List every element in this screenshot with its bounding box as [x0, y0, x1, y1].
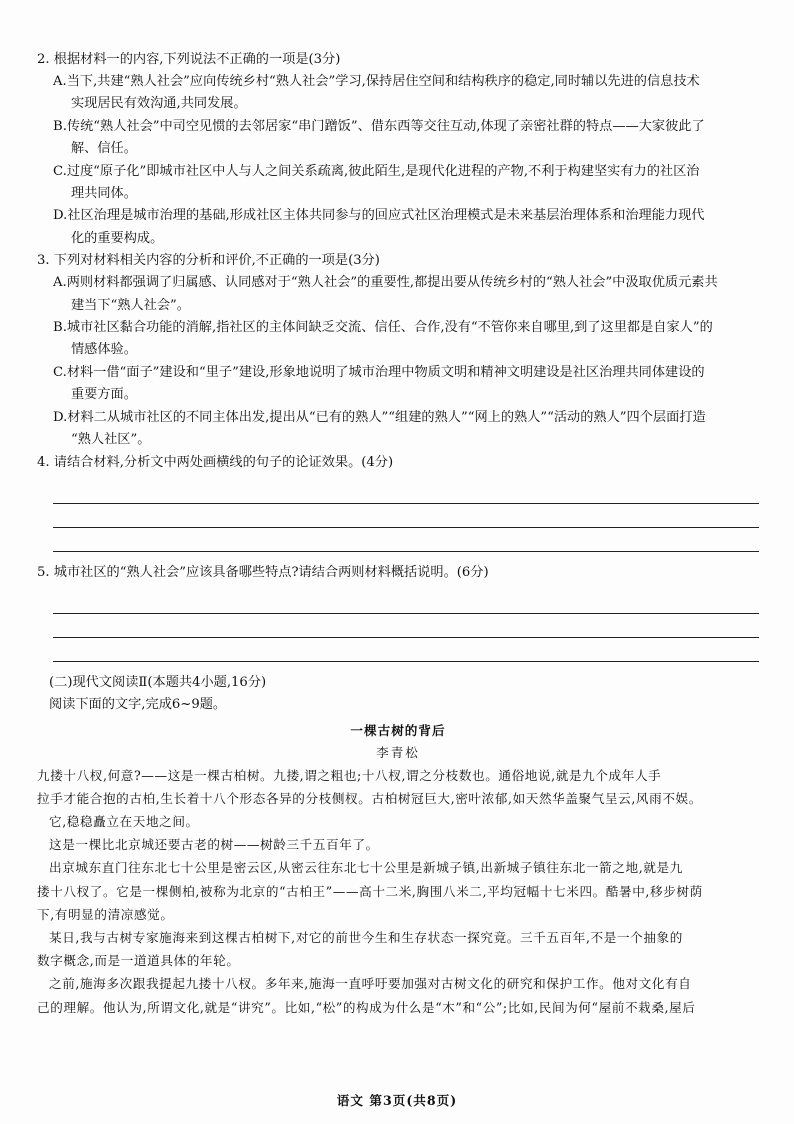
question-5-answer-area[interactable] [37, 590, 759, 662]
option-label: B. [53, 118, 67, 134]
essay-line: 它,稳稳矗立在天地之间。 [49, 813, 199, 829]
question-2 [37, 49, 759, 250]
option-text-line2: “熟人社区”。 [71, 432, 151, 448]
option-text-line2: 建当下“熟人社会”。 [71, 297, 190, 313]
question-2-option-d [37, 205, 759, 250]
question-5 [37, 562, 759, 662]
essay-author: 李青松 [376, 744, 420, 760]
section-reading-2 [37, 672, 759, 1019]
question-2-stem: 2. 根据材料一的内容,下列说法不正确的一项是(3分) [37, 52, 341, 67]
answer-line[interactable] [53, 614, 759, 638]
option-text-line1: 传统“熟人社会”中司空见惯的去邻居家“串门蹭饭”、借东西等交往互动,体现了亲密社群的特点——大家彼此了 [66, 118, 705, 134]
essay-line: 拉手才能合抱的古柏,生长着十八个形态各异的分枝侧杈。古柏树冠巨大,密叶浓郁,如天然华盖聚气呈云,风雨不娱。 [37, 790, 702, 806]
answer-line[interactable] [53, 504, 759, 528]
option-label: B. [53, 320, 67, 336]
essay-line: 己的理解。他认为,所谓文化,就是“讲究”。比如,“松”的构成为什么是“木”和“公”;比如,民间为何“屋前不栽桑,屋后 [37, 999, 696, 1015]
essay-line: 出京城东直门往东北七十公里是密云区,从密云往东北七十公里是新城子镇,出新城子镇往东北一箭之地,就是九 [49, 860, 683, 876]
essay-line: 九搂十八杈,何意?——这是一棵古柏树。九搂,谓之粗也;十八杈,谓之分枝数也。通俗地说,就是九个成年人手 [37, 767, 662, 783]
question-3-option-d [37, 407, 759, 452]
question-2-option-b [37, 116, 759, 161]
option-text-line2: 化的重要构成。 [71, 230, 164, 246]
option-text-line2: 情感体验。 [71, 342, 137, 358]
question-4-stem: 4. 请结合材料,分析文中两处画横线的句子的论证效果。(4分) [37, 454, 394, 470]
question-5-stem: 5. 城市社区的“熟人社会”应该具备哪些特点?请结合两则材料概括说明。(6分) [37, 564, 489, 580]
question-3-option-c [37, 362, 759, 407]
page-content [37, 49, 759, 1019]
section-heading: (二)现代文阅读Ⅱ(本题共4小题,16分) [49, 674, 267, 690]
option-text-line1: 两则材料都强调了归属感、认同感对于“熟人社会”的重要性,都提出要从传统乡村的“熟人社会”中汲取优质元素共 [66, 275, 718, 291]
question-3 [37, 250, 759, 451]
section-instruction: 阅读下面的文字,完成6~9题。 [49, 696, 227, 712]
essay-title: 一棵古树的背后 [350, 722, 446, 738]
option-text-line1: 过度“原子化”即城市社区中人与人之间关系疏离,彼此陌生,是现代化进程的产物,不利于构建坚实有力的社区治 [66, 163, 700, 179]
option-text-line2: 理共同体。 [71, 186, 137, 202]
question-4 [37, 452, 759, 552]
option-label: D. [53, 208, 68, 224]
essay-line: 这是一棵比北京城还要古老的树——树龄三千五百年了。 [49, 837, 379, 853]
option-text-line1: 材料二从城市社区的不同主体出发,提出从“已有的熟人”“组建的熟人”“网上的熟人”“活动的熟人”四个层面打造 [67, 409, 706, 425]
option-text-line1: 当下,共建“熟人社会”应向传统乡村“熟人社会”学习,保持居住空间和结构秩序的稳定,同时辅以先进的信息技术 [66, 74, 700, 89]
question-3-option-a [37, 272, 759, 317]
question-2-option-c [37, 161, 759, 206]
option-text-line1: 材料一借“面子”建设和“里子”建设,形象地说明了城市治理中物质文明和精神文明建设是社区治理共同体建设的 [66, 364, 705, 380]
essay-line: 数字概念,而是一道道具体的年轮。 [37, 953, 240, 969]
essay-line: 下,有明显的清凉感觉。 [37, 906, 174, 922]
question-4-answer-area[interactable] [37, 480, 759, 552]
answer-line[interactable] [53, 528, 759, 552]
question-3-option-b [37, 317, 759, 362]
page-footer: 语文 第3页(共8页) [336, 1093, 458, 1108]
option-text-line1: 社区治理是城市治理的基础,形成社区主体共同参与的回应式社区治理模式是未来基层治理体系和治理能力现代 [67, 208, 705, 224]
option-label: C. [53, 163, 67, 179]
question-3-stem: 3. 下列对材料相关内容的分析和评价,不正确的一项是(3分) [37, 253, 380, 269]
question-2-option-a [37, 71, 759, 116]
essay-line: 某日,我与古树专家施海来到这棵古柏树下,对它的前世今生和生存状态一探究竟。三千五百年,不是一个抽象的 [49, 929, 683, 945]
option-text-line2: 重要方面。 [71, 387, 137, 403]
essay-line: 之前,施海多次跟我提起九搂十八杈。多年来,施海一直呼吁要加强对古树文化的研究和保护工作。他对文化有自 [49, 976, 692, 992]
answer-line[interactable] [53, 638, 759, 662]
answer-line[interactable] [53, 590, 759, 614]
option-label: D. [53, 409, 68, 425]
option-text-line1: 城市社区黏合功能的消解,指社区的主体间缺乏交流、信任、合作,没有“不管你来自哪里,到了这里都是自家人”的 [66, 320, 713, 336]
option-label: A. [53, 74, 67, 89]
option-label: A. [53, 275, 67, 291]
essay-line: 搂十八杈了。它是一棵侧柏,被称为北京的“古柏王”——高十二米,胸围八米二,平均冠幅十七米四。酷暑中,移步树荫 [37, 883, 703, 899]
answer-line[interactable] [53, 480, 759, 504]
option-text-line2: 解、信任。 [71, 141, 137, 157]
option-text-line2: 实现居民有效沟通,共同发展。 [71, 96, 247, 112]
option-label: C. [53, 364, 67, 380]
